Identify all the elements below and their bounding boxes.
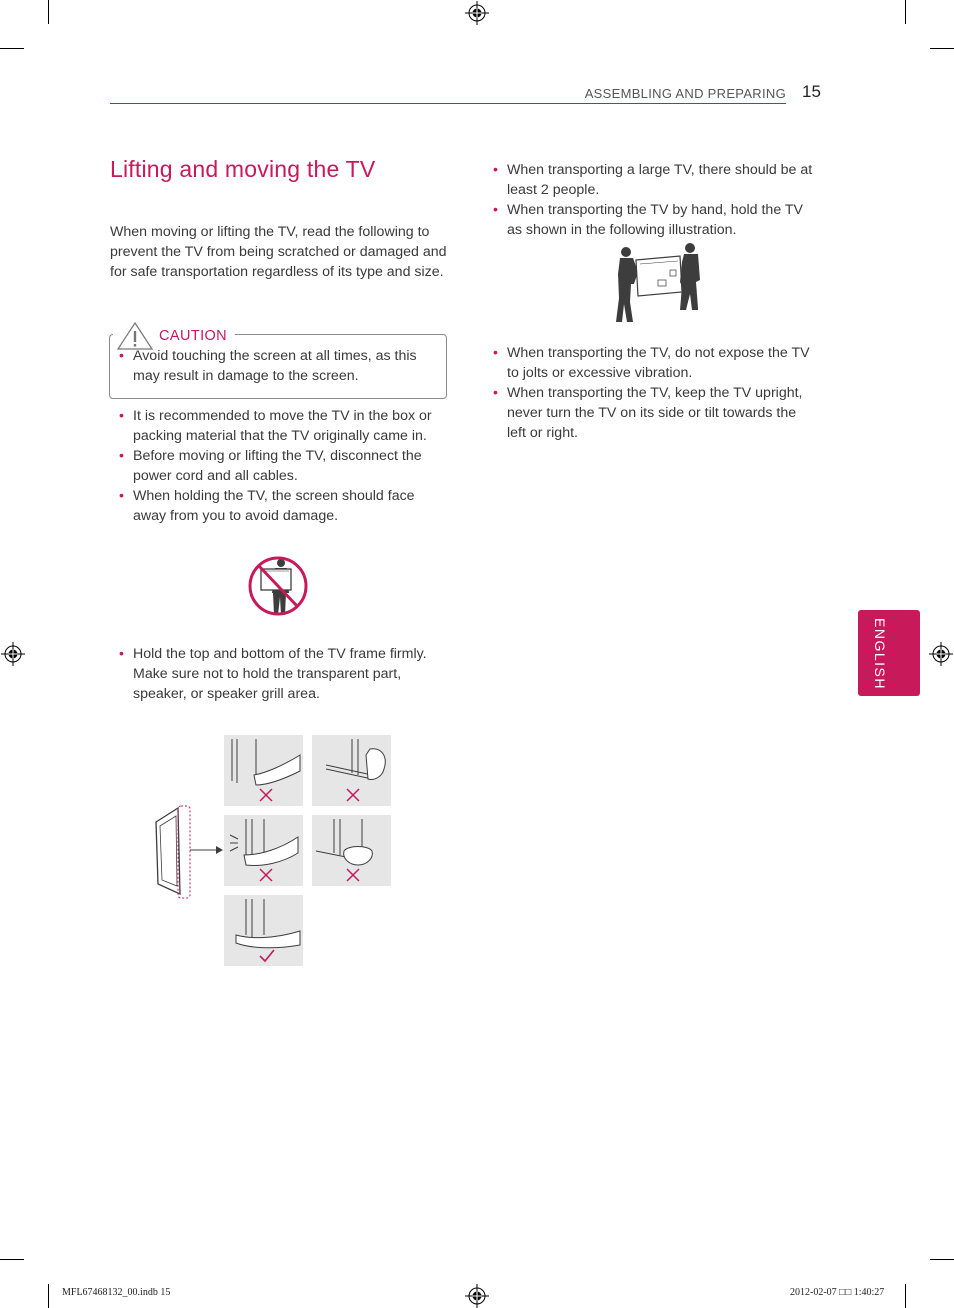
crop-mark [930, 1259, 954, 1260]
cross-mark-icon [346, 868, 360, 882]
grip-panel [224, 735, 303, 806]
caution-list [110, 346, 430, 386]
crop-mark [48, 1284, 49, 1308]
left-bullet-list-2 [110, 644, 440, 704]
crop-mark [0, 48, 24, 49]
grip-panel [224, 895, 303, 966]
list-item: • When transporting the TV, keep the TV upright, never turn the TV on its side or tilt towards the left or right. [484, 383, 814, 443]
crop-mark [0, 1259, 24, 1260]
registration-mark-icon [1, 642, 25, 666]
right-bullet-list [484, 160, 814, 240]
footer-file: MFL67468132_00.indb 15 [62, 1287, 171, 1298]
cross-mark-icon [259, 788, 273, 802]
page-number: 15 [802, 82, 821, 101]
list-item: • When holding the TV, the screen should face away from you to avoid damage. [110, 486, 440, 526]
right-bullet-list-2 [484, 343, 814, 443]
list-item: • When transporting the TV by hand, hold the TV as shown in the following illustration. [484, 200, 814, 240]
list-item: • When transporting the TV, do not expose the TV to jolts or excessive vibration. [484, 343, 814, 383]
intro-paragraph: When moving or lifting the TV, read the following to prevent the TV from being scratched or damaged and for safe transportation regardless of its type and size. [110, 224, 447, 280]
list-item: • Hold the top and bottom of the TV frame firmly. Make sure not to hold the transparent part, speaker, or speaker grill area. [110, 644, 440, 704]
two-people-carrying-tv-illustration [614, 242, 702, 324]
registration-mark-icon [929, 642, 953, 666]
language-tab-label: ENGLISH [872, 618, 888, 690]
grip-panel [312, 815, 391, 886]
left-bullet-list [110, 406, 440, 526]
section-header: ASSEMBLING AND PREPARING [584, 86, 786, 101]
caution-label: CAUTION [159, 328, 228, 344]
list-item: • Before moving or lifting the TV, disconnect the power cord and all cables. [110, 446, 440, 486]
page-title: Lifting and moving the TV [110, 156, 376, 182]
prohibited-icon [239, 549, 317, 623]
registration-mark-icon [465, 1, 489, 25]
check-mark-icon [259, 949, 275, 963]
language-tab [858, 610, 920, 696]
cross-mark-icon [346, 788, 360, 802]
list-item: • Avoid touching the screen at all times, as this may result in damage to the screen. [110, 346, 430, 386]
cross-mark-icon [259, 868, 273, 882]
header-rule [110, 103, 786, 104]
list-item: • When transporting a large TV, there should be at least 2 people. [484, 160, 814, 200]
tv-side-view-illustration [150, 800, 230, 902]
crop-mark [930, 48, 954, 49]
registration-mark-icon [465, 1284, 489, 1308]
crop-mark [48, 0, 49, 24]
crop-mark [905, 0, 906, 24]
crop-mark [905, 1284, 906, 1308]
grip-panel [312, 735, 391, 806]
footer-timestamp: 2012-02-07 □□ 1:40:27 [790, 1287, 885, 1298]
list-item: • It is recommended to move the TV in the box or packing material that the TV originally came in. [110, 406, 440, 446]
grip-panel [224, 815, 303, 886]
